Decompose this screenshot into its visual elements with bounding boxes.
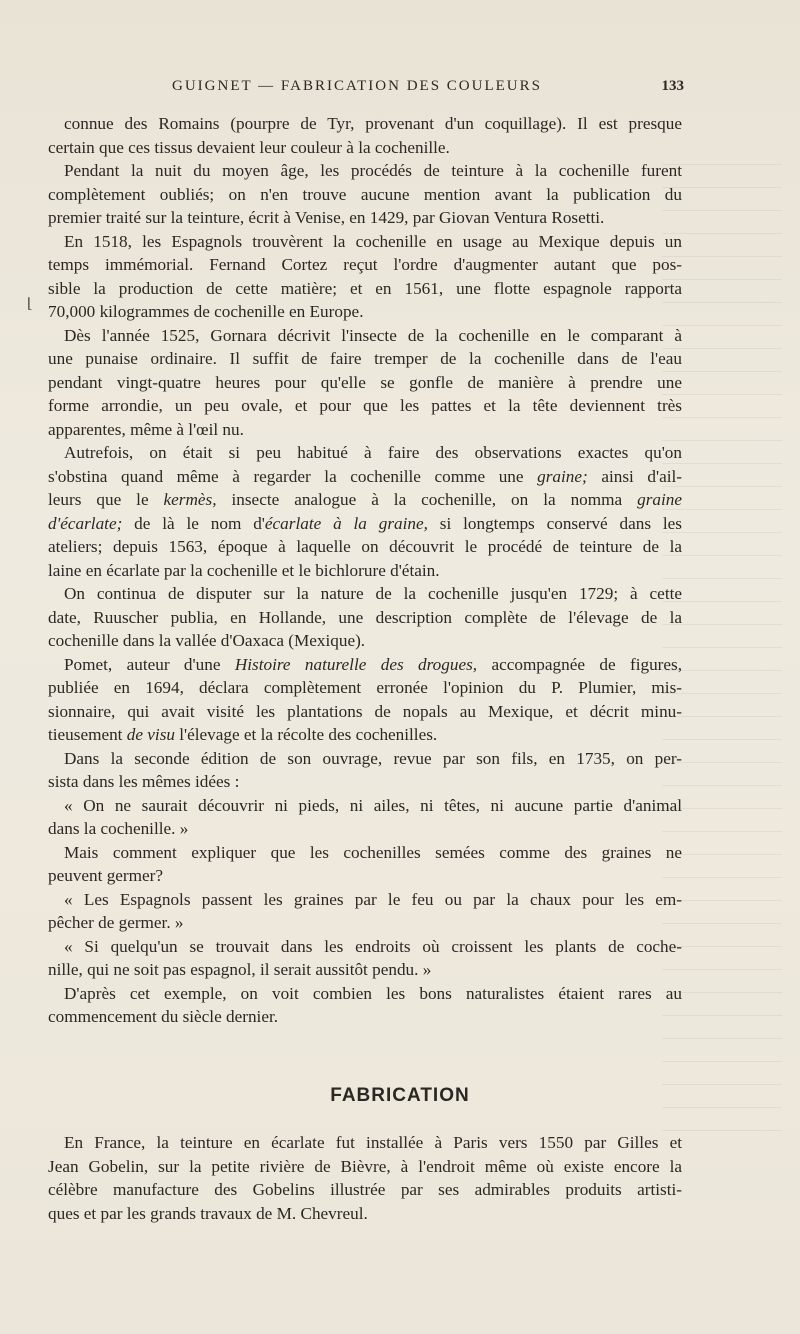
text-line: « Les Espagnols passent les graines par le feu ou par la chaux pour les em- — [64, 889, 682, 909]
text-line: complètement oubliés; on n'en trouve aucune mention avant la publication du — [48, 184, 682, 204]
text-line: Jean Gobelin, sur la petite rivière de Bièvre, à l'endroit même où existe encore la — [48, 1156, 682, 1176]
text-line: s'obstina quand même à regarder la cochenille comme une graine; ainsi d'ail- — [48, 466, 682, 486]
text-line: En France, la teinture en écarlate fut installée à Paris vers 1550 par Gilles et — [64, 1133, 682, 1152]
paragraph — [48, 747, 682, 794]
italic-term: de visu — [126, 725, 175, 744]
paragraph — [48, 794, 682, 841]
text-line: ateliers; depuis 1563, époque à laquelle on découvrit le procédé de teinture de la — [48, 537, 682, 556]
text-line: pêcher de germer. » — [48, 913, 184, 932]
text-line: commencement du siècle dernier. — [48, 1007, 279, 1026]
italic-term: kermès, — [163, 490, 217, 509]
running-title: GUIGNET — FABRICATION DES COULEURS — [172, 78, 542, 94]
text-line: peuvent germer? — [48, 866, 164, 885]
text-line: publiée en 1694, déclara complètement erronée l'opinion du P. Plumier, mis- — [48, 678, 682, 697]
paragraph — [48, 112, 682, 159]
paragraph — [48, 159, 682, 230]
text-line: une punaise ordinaire. Il suffit de faire tremper de la cochenille dans de l'eau — [48, 349, 682, 368]
margin-bracket-mark: ⌊ — [27, 297, 33, 312]
text-line: sista dans les mêmes idées : — [48, 772, 240, 791]
text-line: 70,000 kilogrammes de cochenille en Europe. — [48, 302, 364, 321]
section-heading: FABRICATION — [330, 1085, 470, 1106]
text-line: Pomet, auteur d'une Histoire naturelle des drogues, accompagnée de figures, — [64, 654, 682, 674]
italic-term: d'écarlate; — [48, 513, 123, 533]
italic-term: graine; — [537, 466, 588, 486]
paragraph — [48, 982, 682, 1029]
text-line: sible la production de cette matière; et en 1561, une flotte espagnole rapporta — [48, 278, 682, 298]
italic-term: écarlate à la graine, — [264, 513, 428, 533]
text-line: tieusement de visu l'élevage et la récolte des cochenilles. — [48, 725, 438, 744]
paragraph — [48, 582, 682, 653]
text-line: pendant vingt-quatre heures pour qu'elle se gonfle de manière à prendre une — [48, 372, 682, 392]
text-line: premier traité sur la teinture, écrit à Venise, en 1429, par Giovan Ventura Rosetti. — [48, 208, 605, 227]
paragraph — [48, 888, 682, 935]
text-line: Dans la seconde édition de son ouvrage, revue par son fils, en 1735, on per- — [64, 748, 682, 768]
text-line: date, Ruuscher publia, en Hollande, une description complète de l'élevage de la — [48, 607, 682, 627]
text-line: ques et par les grands travaux de M. Chevreul. — [48, 1203, 368, 1223]
text-line: « Si quelqu'un se trouvait dans les endroits où croissent les plants de coche- — [64, 936, 682, 956]
text-line: D'après cet exemple, on voit combien les bons naturalistes étaient rares au — [64, 983, 682, 1003]
italic-term: Histoire naturelle des drogues, — [234, 654, 478, 674]
section-text — [48, 1131, 682, 1225]
text-line: forme arrondie, un peu ovale, et pour que les pattes et la tête deviennent très — [48, 396, 682, 415]
text-line: temps immémorial. Fernand Cortez reçut l'ordre d'augmenter autant que pos- — [48, 255, 682, 274]
text-line: dans la cochenille. » — [48, 819, 189, 838]
text-line: sionnaire, qui avait visité les plantations de nopals au Mexique, et décrit minu- — [48, 701, 682, 721]
text-line: Autrefois, on était si peu habitué à faire des observations exactes qu'on — [64, 443, 682, 462]
paragraph — [48, 230, 682, 324]
text-line: d'écarlate; de là le nom d'écarlate à la graine, si longtemps conservé dans les — [48, 513, 682, 533]
text-line: laine en écarlate par la cochenille et le bichlorure d'étain. — [48, 560, 440, 580]
paragraph — [48, 935, 682, 982]
text-line: célèbre manufacture des Gobelins illustrée par ses admirables produits artisti- — [48, 1180, 682, 1199]
text-line: nille, qui ne soit pas espagnol, il serait aussitôt pendu. » — [48, 960, 432, 979]
text-line: « On ne saurait découvrir ni pieds, ni ailes, ni têtes, ni aucune partie d'animal — [64, 795, 682, 815]
paragraph — [48, 441, 682, 582]
italic-term: graine — [637, 490, 682, 509]
paragraph — [48, 653, 682, 747]
main-text — [48, 112, 682, 1029]
text-line: Mais comment expliquer que les cochenilles semées comme des graines ne — [64, 842, 682, 862]
paragraph — [48, 1131, 682, 1225]
text-line: connue des Romains (pourpre de Tyr, provenant d'un coquillage). Il est presque — [64, 114, 682, 133]
text-line: Pendant la nuit du moyen âge, les procédés de teinture à la cochenille furent — [64, 161, 682, 180]
running-head — [130, 78, 682, 102]
text-line: Dès l'année 1525, Gornara décrivit l'insecte de la cochenille en le comparant à — [64, 325, 682, 345]
text-line: On continua de disputer sur la nature de la cochenille jusqu'en 1729; à cette — [64, 584, 682, 603]
text-line: apparentes, même à l'œil nu. — [48, 419, 244, 439]
text-line: cochenille dans la vallée d'Oaxaca (Mexique). — [48, 631, 366, 650]
page-number: 133 — [661, 78, 684, 94]
text-line: leurs que le kermès, insecte analogue à la cochenille, on la nomma graine — [48, 490, 682, 509]
paragraph — [48, 324, 682, 442]
paragraph — [48, 841, 682, 888]
text-line: En 1518, les Espagnols trouvèrent la cochenille en usage au Mexique depuis un — [64, 231, 682, 251]
text-line: certain que ces tissus devaient leur couleur à la cochenille. — [48, 137, 450, 157]
